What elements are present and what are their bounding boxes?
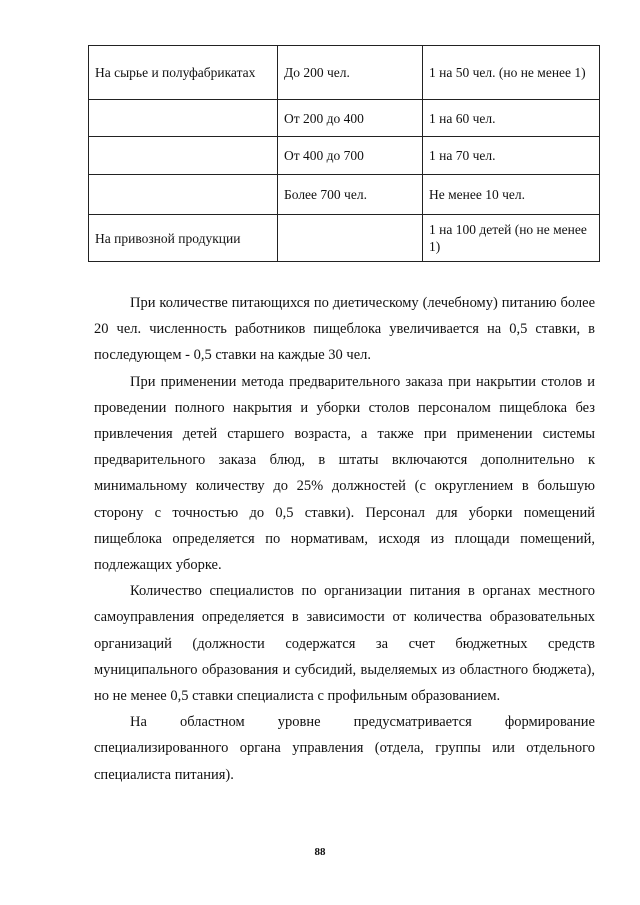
paragraph: На областном уровне предусматривается формирование специализированного органа управления (отдела, группы или отдельного специалиста питания). — [94, 714, 595, 783]
paragraph: При применении метода предварительного заказа при накрытии столов и проведении полного накрытия и уборки столов персоналом пищеблока без привлечения детей старшего возраста, а также при применении системы предварительного заказа блюд, в штаты включаются дополнительно к минимальному количеству до 25% должностей (с округлением в большую сторону с точностью до 0,5 ставки). Персонал для уборки помещений пищеблока определяется по нормативам, исходя из площади помещений, подлежащих уборке. — [94, 373, 595, 574]
table-cell-norm: 1 на 50 чел. (но не менее 1) — [423, 46, 600, 100]
table-cell-category: На привозной продукции — [89, 215, 278, 262]
table-row — [89, 175, 600, 215]
table-cell-count: От 200 до 400 — [278, 100, 423, 137]
table-row — [89, 215, 600, 262]
table-row — [89, 46, 600, 100]
table-cell-count: От 400 до 700 — [278, 137, 423, 175]
table-cell-norm: 1 на 60 чел. — [423, 100, 600, 137]
staffing-norms-table — [88, 45, 600, 262]
table-cell-norm: 1 на 100 детей (но не менее 1) — [423, 215, 600, 262]
table-row — [89, 100, 600, 137]
table-cell-category: На сырье и полуфабрикатах — [89, 46, 278, 100]
table-cell-category — [89, 175, 278, 215]
table-row — [89, 137, 600, 175]
table-cell-count — [278, 215, 423, 262]
table-cell-norm: Не менее 10 чел. — [423, 175, 600, 215]
table-cell-norm: 1 на 70 чел. — [423, 137, 600, 175]
body-text — [94, 290, 595, 788]
paragraph: Количество специалистов по организации питания в органах местного самоуправления определяется в зависимости от количества образовательных организаций (должности содержатся за счет бюджетных средств муниципального образования и субсидий, выделяемых из областного бюджета), но не менее 0,5 ставки специалиста с профильным образованием. — [94, 583, 595, 705]
paragraph: При количестве питающихся по диетическому (лечебному) питанию более 20 чел. численность работников пищеблока увеличивается на 0,5 ставки, в последующем - 0,5 ставки на каждые 30 чел. — [94, 295, 595, 364]
page-number: 88 — [314, 846, 326, 858]
table-cell-count: До 200 чел. — [278, 46, 423, 100]
table-cell-category — [89, 100, 278, 137]
table-cell-category — [89, 137, 278, 175]
table-cell-count: Более 700 чел. — [278, 175, 423, 215]
